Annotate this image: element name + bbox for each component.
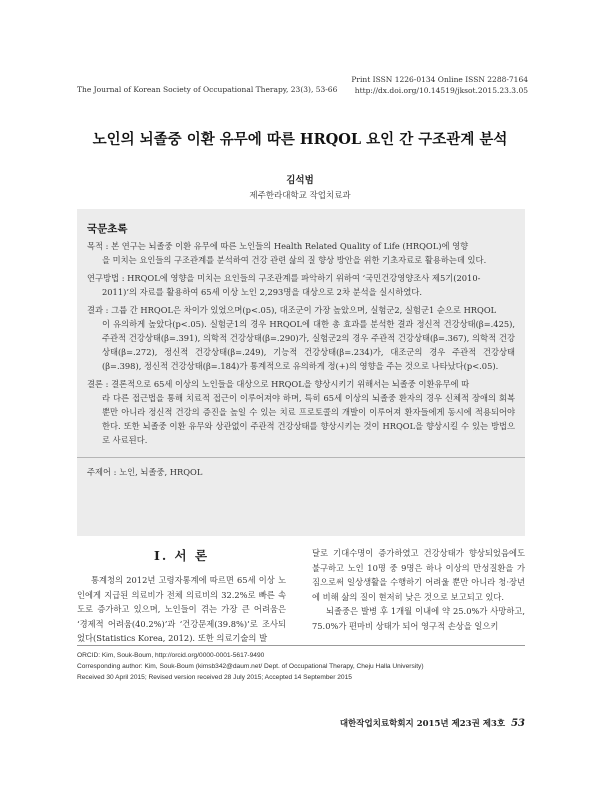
footer-journal: 대한작업치료학회지 2015년 제23권 제3호 xyxy=(339,719,506,729)
keywords-divider xyxy=(77,457,525,458)
intro-left-column xyxy=(77,546,286,646)
objective-text-cont: 을 미치는 요인들의 구조관계를 분석하여 건강 관련 삶의 질 향상 방안을 위한 기초자료로 활용하는데 있다. xyxy=(102,255,487,265)
journal-citation: The Journal of Korean Society of Occupational Therapy, 23(3), 53-66 xyxy=(77,85,338,94)
intro-paragraph-2: 뇌졸중은 발병 후 1개월 이내에 약 25.0%가 사망하고, 75.0%가 편마비 상태가 되어 영구적 손상을 일으키 xyxy=(312,606,525,631)
keywords-text: 노인, 뇌졸중, HRQOL xyxy=(119,467,203,477)
footnotes xyxy=(77,650,525,683)
method-text: HRQOL에 영향을 미치는 요인들의 구조관계를 파악하기 위하여 ‘국민건강영양조사 제5기(2010- xyxy=(127,273,481,283)
doi-line[interactable]: http://dx.doi.org/10.14519/jksot.2015.23.3.05 xyxy=(354,86,528,95)
method-text-cont: 2011)’의 자료를 활용하여 65세 이상 노인 2,293명을 대상으로 2차 분석을 실시하였다. xyxy=(102,287,423,297)
result-label: 결과 : xyxy=(87,305,112,315)
conclusion-text-cont: 라 다른 접근법을 통해 치료적 접근이 이루어져야 하며, 특히 65세 이상의 뇌졸중 환자의 경우 신체적 장애의 회복뿐만 아니라 정신적 건강의 증진을 높일 수 있는 치료 프로토콜의 개발이 이루어져 환자들에게 동시에 적용되어야 한다. 또한 뇌졸중 이환 유무와 상관없이 주관적 건강상태를 향상시키는 것이 HRQOL을 향상시킬 수 있는 방법으로 사료된다. xyxy=(102,393,515,445)
abstract-conclusion xyxy=(87,377,515,447)
conclusion-label: 결론 : xyxy=(87,379,112,389)
abstract-box xyxy=(77,209,525,536)
abstract-result xyxy=(87,303,515,373)
author-name: 김석범 xyxy=(286,175,314,186)
author-affiliation: 제주한라대학교 작업치료과 xyxy=(249,191,351,201)
footnote-rule xyxy=(77,645,525,646)
keywords-label: 주제어 : xyxy=(87,467,120,477)
section-heading-introduction: Ⅰ. 서 론 xyxy=(153,548,210,563)
issn-line: Print ISSN 1226-0134 Online ISSN 2288-7164 xyxy=(351,75,528,84)
intro-right-column xyxy=(312,546,525,634)
issn-doi-block xyxy=(351,74,528,96)
page-footer xyxy=(77,717,525,729)
footnote-dates: Received 30 April 2015; Revised version received 28 July 2015; Accepted 14 September 2015 xyxy=(77,674,352,681)
method-label: 연구방법 : xyxy=(87,273,128,283)
conclusion-text: 결론적으로 65세 이상의 노인들을 대상으로 HRQOL을 향상시키기 위해서는 뇌졸중 이환유무에 따 xyxy=(111,379,470,389)
result-text: 그룹 간 HRQOL은 차이가 있었으며(p<.05), 대조군이 가장 높았으며, 실험군2, 실험군1 순으로 HRQOL xyxy=(111,305,497,315)
abstract-method xyxy=(87,271,515,299)
objective-text: 본 연구는 뇌졸중 이환 유무에 따른 노인들의 Health Related Quality of Life (HRQOL)에 영향 xyxy=(111,241,469,251)
footnote-corresponding: Corresponding author: Kim, Souk-Boum (kimsb342@daum.net/ Dept. of Occupational Therapy, Cheju Halla University) xyxy=(77,663,424,670)
keywords xyxy=(87,466,515,478)
paper-title: 노인의 뇌졸중 이환 유무에 따른 HRQOL 요인 간 구조관계 분석 xyxy=(92,131,508,148)
abstract-heading: 국문초록 xyxy=(87,223,128,235)
abstract-objective xyxy=(87,239,515,267)
footnote-orcid[interactable]: ORCID: Kim, Souk-Boum, http://orcid.org/0000-0001-5617-9490 xyxy=(77,652,265,659)
intro-paragraph-1-cont: 달로 기대수명이 증가하였고 건강상태가 향상되었음에도 불구하고 노인 10명 중 9명은 하나 이상의 만성질환을 가짐으로써 일상생활을 수행하기 어려울 뿐만 아니라 청·장년에 비해 삶의 질이 현저히 낮은 것으로 보고되고 있다. xyxy=(312,548,525,602)
page-number: 53 xyxy=(511,718,525,729)
objective-label: 목적 : xyxy=(87,241,112,251)
result-text-cont: 이 유의하게 높았다(p<.05). 실험군1의 경우 HRQOL에 대한 총 효과를 분석한 결과 정신적 건강상태(β=.425), 주관적 건강상태(β=.391), 의학적 건강상태(β=.290)가, 실험군2의 경우 주관적 건강상태(β=.367), 의학적 건강상태(β=.272), 정신적 건강상태(β=.249), 기능적 건강상태(β=.234)가, 대조군의 경우 주관적 건강상태(β=.398), 정신적 건강상태(β=.184)가 통계적으로 유의하게 정(+)의 영향을 주는 것으로 나타났다(p<.05). xyxy=(102,319,515,371)
intro-paragraph-1: 통계청의 2012년 고령자통계에 따르면 65세 이상 노인에게 지급된 의료비가 전체 의료비의 32.2%로 빠른 속도로 증가하고 있으며, 노인들이 겪는 가장 큰 어려움은 ‘경제적 어려움(40.2%)’과 ‘건강문제(39.8%)’로 조사되었다(Statistics Korea, 2012). 또한 의료기술의 발 xyxy=(77,575,286,644)
